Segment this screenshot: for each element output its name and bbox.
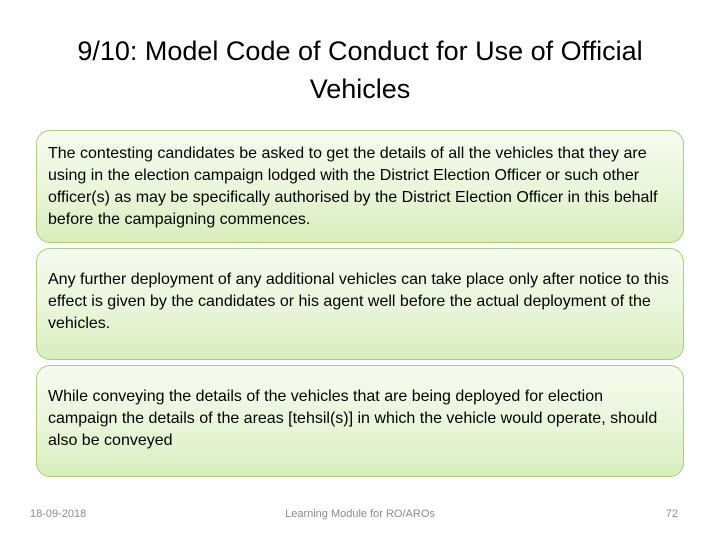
content-box-1-text: The contesting candidates be asked to get the details of all the vehicles that they are using in the election campaign lodged with the District Election Officer or such other officer(s) as may be specifically authorised by the District Election Officer in this behalf before the campaigning commences. <box>48 145 658 228</box>
slide-title-line-2: Vehicles <box>309 74 411 104</box>
slide-title <box>40 32 680 108</box>
content-box-2-text: Any further deployment of any additional vehicles can take place only after notice to this effect is given by the candidates or his agent well before the actual deployment of the vehicles. <box>48 271 669 332</box>
content-box-3-text: While conveying the details of the vehicles that are being deployed for election campaign the details of the areas [tehsil(s)] in which the vehicle would operate, should also be conveyed <box>48 388 658 449</box>
slide-title-line-1: 9/10: Model Code of Conduct for Use of Official <box>77 36 643 66</box>
content-box-3 <box>36 365 684 477</box>
footer-page-number: 72 <box>665 508 678 520</box>
content-box-1 <box>36 130 684 243</box>
footer-date: 18-09-2018 <box>30 508 87 520</box>
content-box-2 <box>36 248 684 360</box>
footer-module-title: Learning Module for RO/AROs <box>285 508 435 520</box>
